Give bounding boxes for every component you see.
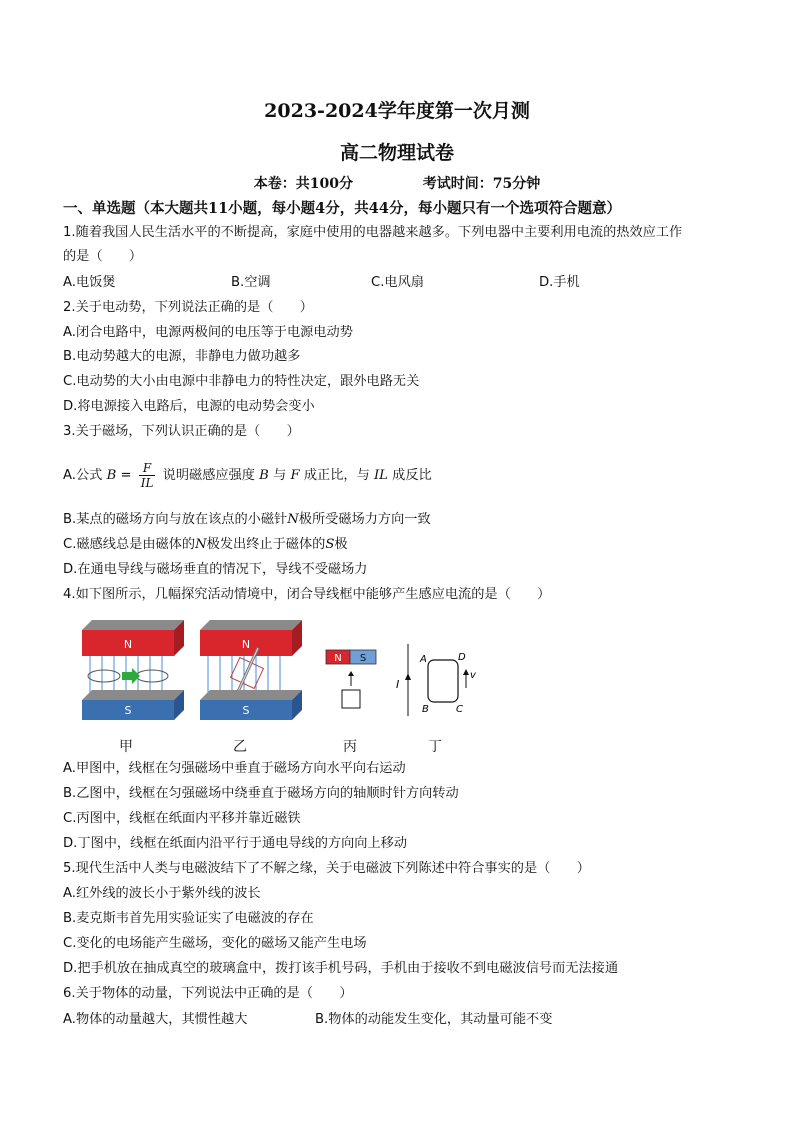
magnet-s-label: S — [242, 704, 250, 717]
q4-option-b: B.乙图中，线框在匀强磁场中绕垂直于磁场方向的轴顺时针方向转动 — [63, 786, 459, 801]
velocity-label: v — [470, 670, 476, 681]
figure-jia — [78, 618, 188, 722]
q1-option-a: A.电饭煲 — [63, 275, 116, 290]
figure-yi — [196, 618, 306, 722]
q1-option-b: B.空调 — [231, 275, 271, 290]
q6-options — [63, 1011, 763, 1029]
figure-ding — [396, 640, 486, 720]
magnet-n-top — [200, 620, 302, 630]
wire-frame — [428, 660, 458, 702]
exam-subtitle: 高二物理试卷 — [339, 142, 454, 164]
caption-ding: 丁 — [428, 739, 442, 755]
q4-option-a: A.甲图中，线框在匀强磁场中垂直于磁场方向水平向右运动 — [63, 761, 406, 776]
q1-option-c: C.电风扇 — [371, 275, 424, 290]
coil-loop — [88, 670, 120, 682]
q3-option-c: C.磁感线总是由磁体的N极发出终止于磁体的S极 — [63, 537, 348, 552]
q3-option-a: A.公式 B = $\frac{F}{IL}$ 说明磁感应强度 B 与 F 成正比，与 IL 成反比 — [63, 460, 432, 490]
q5-option-c: C.变化的电场能产生磁场，变化的磁场又能产生电场 — [63, 936, 367, 951]
q5-option-a: A.红外线的波长小于紫外线的波长 — [63, 886, 261, 901]
q5-stem: 5.现代生活中人类与电磁波结下了不解之缘，关于电磁波下列陈述中符合事实的是（ ） — [63, 861, 590, 876]
q2-option-c: C.电动势的大小由电源中非静电力的特性决定，跟外电路无关 — [63, 374, 420, 389]
score-label: 本卷：共100分 — [253, 176, 353, 192]
q4-stem: 4.如下图所示，几幅探究活动情境中，闭合导线框中能够产生感应电流的是（ ） — [63, 587, 551, 602]
bar-magnet-s-label: S — [359, 653, 367, 664]
caption-yi: 乙 — [233, 739, 247, 755]
magnet-n-label: N — [123, 638, 133, 651]
time-label: 考试时间：75分钟 — [422, 176, 541, 192]
caption-jia: 甲 — [119, 739, 133, 755]
q5-option-d: D.把手机放在抽成真空的玻璃盒中，拨打该手机号码，手机由于接收不到电磁波信号而无法接通 — [63, 961, 619, 976]
q2-option-d: D.将电源接入电路后，电源的电动势会变小 — [63, 399, 315, 414]
q4-option-c: C.丙图中，线框在纸面内平移并靠近磁铁 — [63, 811, 301, 826]
caption-bing: 丙 — [343, 739, 357, 755]
q4-option-d: D.丁图中，线框在纸面内沿平行于通电导线的方向向上移动 — [63, 836, 408, 851]
q2-option-b: B.电动势越大的电源，非静电力做功越多 — [63, 349, 301, 364]
magnet-s-label: S — [124, 704, 132, 717]
corner-d-label: D — [458, 652, 466, 663]
corner-c-label: C — [456, 704, 463, 715]
exam-info — [0, 173, 794, 193]
formula-fraction: $\frac{F}{IL}$ — [140, 460, 154, 490]
q3-stem: 3.关于磁场，下列认识正确的是（ ） — [63, 424, 300, 439]
q2-option-a: A.闭合电路中，电源两极间的电压等于电源电动势 — [63, 325, 353, 340]
wire-frame — [342, 690, 360, 708]
q1-stem-line2: 的是（ ） — [63, 249, 143, 264]
q6-option-b: B.物体的动能发生变化，其动量可能不变 — [315, 1012, 553, 1027]
corner-b-label: B — [422, 704, 429, 715]
motion-arrow-icon — [122, 668, 140, 684]
magnet-s-top — [82, 690, 184, 700]
bar-magnet-n-label: N — [334, 653, 342, 664]
q1-option-d: D.手机 — [539, 275, 580, 290]
coil-loop — [136, 670, 168, 682]
magnet-n-label: N — [241, 638, 251, 651]
corner-a-label: A — [420, 654, 427, 665]
magnet-s-top — [200, 690, 302, 700]
q6-stem: 6.关于物体的动量，下列说法中正确的是（ ） — [63, 986, 353, 1001]
q6-option-a: A.物体的动量越大，其惯性越大 — [63, 1012, 248, 1027]
q3-option-d: D.在通电导线与磁场垂直的情况下，导线不受磁场力 — [63, 562, 368, 577]
current-arrow-icon — [405, 673, 411, 680]
q3-option-b: B.某点的磁场方向与放在该点的小磁针N极所受磁场力方向一致 — [63, 512, 431, 527]
magnet-n-top — [82, 620, 184, 630]
q1-options — [63, 274, 763, 292]
current-label: I — [396, 678, 400, 691]
q5-option-b: B.麦克斯韦首先用实验证实了电磁波的存在 — [63, 911, 314, 926]
q2-stem: 2.关于电动势，下列说法正确的是（ ） — [63, 300, 313, 315]
q1-stem-line1: 1.随着我国人民生活水平的不断提高，家庭中使用的电器越来越多。下列电器中主要利用电流的热效应工作 — [63, 225, 683, 240]
exam-title: 2023-2024学年度第一次月测 — [264, 100, 530, 122]
section-heading: 一、单选题（本大题共11小题，每小题4分，共44分，每小题只有一个选项符合题意） — [63, 200, 621, 217]
figure-bing — [322, 646, 382, 716]
